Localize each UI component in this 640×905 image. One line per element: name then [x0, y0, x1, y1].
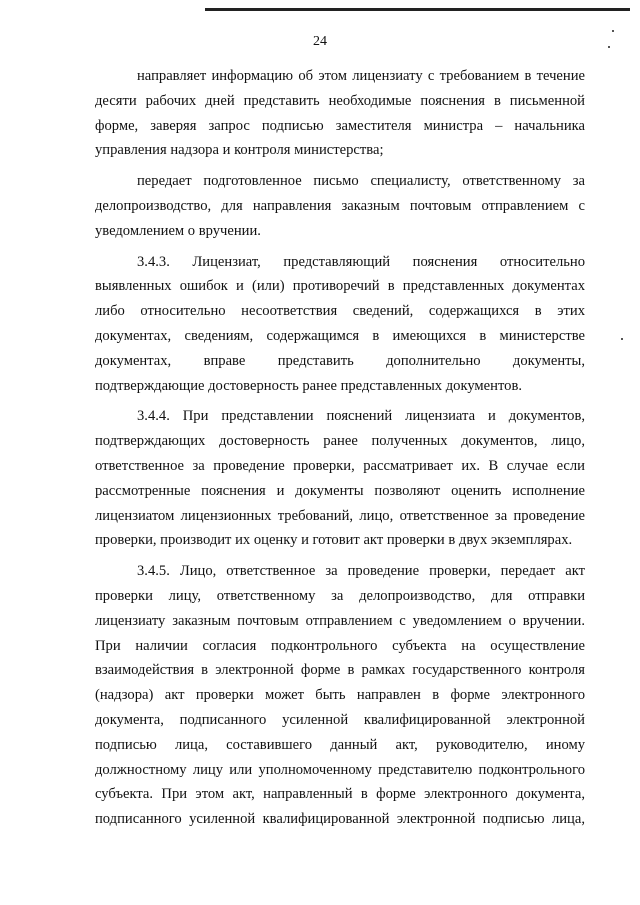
text-line: 3.4.4. При представлении пояснений лицензиата и документов, [137, 408, 585, 425]
text-line: передает подготовленное письмо специалисту, ответственному за [137, 173, 585, 190]
paragraph-3-4-3 [95, 250, 585, 399]
text-line: подтверждающих достоверность ранее полученных документов, лицо, [95, 433, 585, 450]
text-line: рассмотренные пояснения и документы позволяют оценить исполнение [95, 482, 585, 499]
text-line: документах, сведениям, содержащимся в имеющихся в министерстве [95, 327, 585, 344]
text-line: подтверждающие достоверность ранее представленных документов. [95, 377, 522, 394]
text-line: лицензиатом лицензионных требований, лицо, ответственное за проведение [95, 507, 585, 524]
text-line: взаимодействия в электронной форме в рамках государственного контроля [95, 662, 585, 679]
text-line: субъекта. При этом акт, направленный в форме электронного документа, [95, 786, 585, 803]
text-line: документа, подписанного усиленной квалифицированной электронной [95, 711, 585, 728]
text-line: 3.4.3. Лицензиат, представляющий пояснения относительно [137, 253, 585, 270]
text-line: должностному лицу или уполномоченному представителю подконтрольного [95, 761, 585, 778]
text-line: подписанного усиленной квалифицированной электронной подписью лица, [95, 811, 585, 828]
paragraph-1 [95, 64, 585, 163]
text-line: документах, вправе представить дополнительно документы, [95, 352, 585, 369]
text-line: проверки лицу, ответственному за делопроизводство, для отправки [95, 587, 585, 604]
page-number: 24 [313, 34, 327, 49]
text-line: уведомлением о вручении. [95, 222, 261, 239]
text-line: (надзора) акт проверки может быть направлен в форме электронного [95, 687, 585, 704]
text-line: десяти рабочих дней представить необходимые пояснения в письменной [95, 92, 585, 109]
text-line: лицензиату заказным почтовым отправлением с уведомлением о вручении. [95, 612, 585, 629]
paragraph-3-4-4 [95, 404, 585, 553]
paragraph-2 [95, 169, 585, 243]
text-line: проверки, производит их оценку и готовит акт проверки в двух экземплярах. [95, 532, 573, 549]
text-line: При наличии согласия подконтрольного субъекта на осуществление [95, 637, 585, 654]
scan-top-rule [205, 8, 630, 11]
scan-speck [621, 338, 623, 340]
text-line: делопроизводство, для направления заказным почтовым отправлением с [95, 197, 585, 214]
text-line: форме, заверяя запрос подписью заместителя министра – начальника [95, 117, 585, 134]
text-line: либо относительно несоответствия сведений, содержащихся в этих [95, 303, 585, 320]
text-line: управления надзора и контроля министерства; [95, 142, 384, 159]
text-line: направляет информацию об этом лицензиату с требованием в течение [137, 68, 585, 84]
text-line: выявленных ошибок и (или) противоречий в представленных документах [95, 278, 585, 295]
text-line: ответственное за проведение проверки, рассматривает их. В случае если [95, 457, 585, 474]
body-text [95, 64, 585, 832]
text-line: 3.4.5. Лицо, ответственное за проведение проверки, передает акт [137, 563, 585, 580]
text-line: подписью лица, составившего данный акт, руководителю, иному [95, 736, 585, 753]
paragraph-3-4-5 [95, 559, 585, 832]
scan-speck [612, 30, 614, 32]
